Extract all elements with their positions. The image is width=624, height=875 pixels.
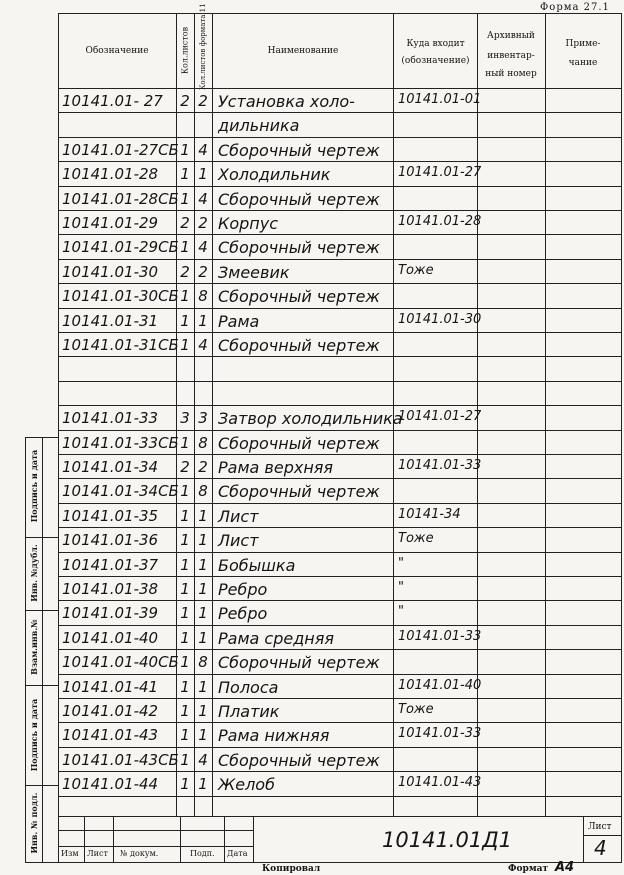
tb-sheet-label: Лист xyxy=(588,822,612,832)
row-code: 10141.01-28СБ xyxy=(62,189,179,208)
row-where-used: 10141.01-40 xyxy=(398,677,482,693)
row-code: 10141.01-43СБ xyxy=(62,750,179,769)
row-code: 10141.01-29 xyxy=(62,214,159,232)
row-code: 10141.01-44 xyxy=(62,775,159,794)
row-line xyxy=(58,137,621,138)
row-line xyxy=(58,430,621,431)
header-where-used-2: (обозначение) xyxy=(401,56,470,66)
row-sheets-count: 1 xyxy=(180,653,190,672)
side-label-sign-date-1: Подпись и дата xyxy=(29,449,39,523)
row-line xyxy=(58,674,621,675)
footer-format-label: Формат xyxy=(508,864,549,874)
row-sheets-count: 1 xyxy=(180,726,190,745)
row-code: 10141.01-30СБ xyxy=(62,287,179,306)
row-sheets-count: 3 xyxy=(180,409,190,428)
row-sheets-count: 1 xyxy=(180,287,190,306)
row-name: Сборочный чертеж xyxy=(218,750,380,770)
row-sheets-format: 8 xyxy=(198,433,208,452)
row-sheets-count: 1 xyxy=(180,189,190,208)
row-sheets-format: 2 xyxy=(198,458,208,476)
row-code: 10141.01-29СБ xyxy=(62,238,179,257)
row-line xyxy=(58,161,621,162)
header-note-2: чание xyxy=(568,58,598,68)
header-sheets-count: Кол.листов xyxy=(180,26,190,75)
side-label-sign-date-2: Подпись и дата xyxy=(29,698,39,772)
row-line xyxy=(58,332,621,333)
row-line xyxy=(58,747,621,748)
row-sheets-format: 4 xyxy=(198,140,208,159)
row-code: 10141.01-31 xyxy=(62,311,159,330)
row-name: Сборочный чертеж xyxy=(218,287,380,307)
row-line xyxy=(58,527,621,528)
row-line xyxy=(58,771,621,772)
row-where-used: Тоже xyxy=(398,702,434,717)
row-line xyxy=(58,478,621,479)
row-name: Желоб xyxy=(218,775,275,795)
side-label-orig-inv: Инв. № подл. xyxy=(29,792,39,854)
row-sheets-format: 1 xyxy=(198,311,208,330)
row-sheets-format: 1 xyxy=(198,165,208,184)
row-code: 10141.01-31СБ xyxy=(62,336,179,354)
row-line xyxy=(58,308,621,309)
side-label-dup-inv: Инв. №дубл. xyxy=(29,544,39,602)
row-name: Сборочный чертеж xyxy=(218,189,380,209)
tb-sheet-number: 4 xyxy=(594,836,607,860)
row-sheets-count: 1 xyxy=(180,238,190,257)
header-sheets-format: Кол.листов формата 11 xyxy=(199,3,207,90)
row-where-used: Тоже xyxy=(398,262,434,278)
row-line xyxy=(58,381,621,382)
row-sheets-count: 1 xyxy=(180,677,190,696)
row-sheets-count: 1 xyxy=(180,628,190,647)
row-sheets-format: 8 xyxy=(198,482,208,501)
row-sheets-format: 3 xyxy=(198,409,208,428)
header-where-used-1: Куда входит xyxy=(406,39,465,49)
row-sheets-count: 1 xyxy=(180,482,190,501)
row-sheets-format: 1 xyxy=(198,702,208,720)
row-line xyxy=(58,503,621,504)
row-sheets-count: 2 xyxy=(180,262,190,281)
row-name: Холодильник xyxy=(218,165,331,185)
row-name: Сборочный чертеж xyxy=(218,653,380,673)
row-name: Рама средняя xyxy=(218,628,334,648)
row-sheets-format: 1 xyxy=(198,677,208,696)
row-line xyxy=(58,259,621,260)
row-sheets-format: 1 xyxy=(198,775,208,794)
side-label-replace-inv: Взам.инв.№ xyxy=(29,619,39,675)
header-designation: Обозначение xyxy=(85,46,149,56)
row-name: Полоса xyxy=(218,677,279,697)
row-where-used: 10141.01-33 xyxy=(398,726,482,742)
row-name: Сборочный чертеж xyxy=(218,433,380,453)
row-name: Ребро xyxy=(218,604,268,624)
row-where-used: 10141.01-27 xyxy=(398,409,482,425)
row-code: 10141.01-30 xyxy=(62,262,159,281)
row-name: Корпус xyxy=(218,214,279,233)
row-name: Сборочный чертеж xyxy=(218,482,380,502)
row-sheets-format: 2 xyxy=(198,262,208,281)
row-line xyxy=(58,234,621,235)
header-note-1: Приме- xyxy=(565,39,601,49)
tb-doc-code: 10141.01Д1 xyxy=(382,828,512,852)
header-archive-1: Архивный xyxy=(487,31,535,41)
row-name: Лист xyxy=(218,531,259,551)
row-sheets-format: 8 xyxy=(198,653,208,672)
row-code: 10141.01-35 xyxy=(62,506,159,525)
row-sheets-count: 1 xyxy=(180,750,190,769)
row-name: Установка холо- xyxy=(218,92,355,111)
row-line xyxy=(58,796,621,797)
row-sheets-format: 4 xyxy=(198,238,208,257)
row-name: Затвор холодильника xyxy=(218,409,403,429)
row-code: 10141.01-40СБ xyxy=(62,653,179,672)
row-sheets-count: 1 xyxy=(180,702,190,720)
row-sheets-format: 2 xyxy=(198,214,208,232)
row-sheets-format: 1 xyxy=(198,726,208,745)
row-code: 10141.01-37 xyxy=(62,555,159,574)
row-line xyxy=(58,649,621,650)
row-sheets-format: 8 xyxy=(198,287,208,306)
row-where-used: 10141-34 xyxy=(398,506,461,522)
row-code: 10141.01-34СБ xyxy=(62,482,179,501)
row-code: 10141.01-39 xyxy=(62,604,159,623)
row-line xyxy=(58,210,621,211)
row-code: 10141.01-38 xyxy=(62,580,159,598)
row-where-used: 10141.01-33 xyxy=(398,628,482,644)
row-sheets-count: 1 xyxy=(180,433,190,452)
row-line xyxy=(58,576,621,577)
tb-col-doc: № докум. xyxy=(120,849,159,858)
tb-col-date: Дата xyxy=(227,849,248,858)
row-code: 10141.01- 27 xyxy=(62,92,163,110)
form-label: Форма 27.1 xyxy=(540,2,610,13)
row-line xyxy=(58,698,621,699)
row-sheets-count: 1 xyxy=(180,531,190,550)
row-name: Сборочный чертеж xyxy=(218,336,380,355)
row-sheets-count: 2 xyxy=(180,458,190,476)
row-sheets-count: 1 xyxy=(180,604,190,623)
row-sheets-count: 1 xyxy=(180,336,190,354)
row-sheets-count: 2 xyxy=(180,92,190,110)
row-sheets-format: 4 xyxy=(198,336,208,354)
footer-format-value: А4 xyxy=(555,860,575,875)
row-where-used: " xyxy=(398,604,404,620)
row-line xyxy=(58,625,621,626)
row-name: Сборочный чертеж xyxy=(218,140,380,160)
row-name: дильника xyxy=(218,116,300,136)
row-line xyxy=(58,112,621,113)
row-line xyxy=(58,600,621,601)
row-name: Ребро xyxy=(218,580,268,599)
row-name: Платик xyxy=(218,702,280,721)
row-where-used: Тоже xyxy=(398,531,434,547)
row-sheets-format: 4 xyxy=(198,750,208,769)
row-line xyxy=(58,552,621,553)
row-sheets-count: 1 xyxy=(180,165,190,184)
row-code: 10141.01-41 xyxy=(62,677,159,696)
row-name: Лист xyxy=(218,506,259,526)
row-where-used: " xyxy=(398,555,404,571)
row-sheets-format: 1 xyxy=(198,555,208,574)
row-sheets-count: 1 xyxy=(180,775,190,794)
row-code: 10141.01-40 xyxy=(62,628,159,647)
row-where-used: 10141.01-01 xyxy=(398,92,482,107)
row-name: Змеевик xyxy=(218,262,290,282)
row-line xyxy=(58,722,621,723)
row-code: 10141.01-36 xyxy=(62,531,159,550)
row-sheets-count: 1 xyxy=(180,506,190,525)
row-line xyxy=(58,283,621,284)
row-where-used: 10141.01-30 xyxy=(398,311,482,327)
row-sheets-format: 2 xyxy=(198,92,208,110)
row-where-used: " xyxy=(398,580,404,595)
row-sheets-format: 1 xyxy=(198,604,208,623)
row-where-used: 10141.01-28 xyxy=(398,214,482,229)
header-name: Наименование xyxy=(267,46,339,56)
row-where-used: 10141.01-33 xyxy=(398,458,482,473)
row-sheets-count: 1 xyxy=(180,311,190,330)
row-sheets-format: 1 xyxy=(198,531,208,550)
row-code: 10141.01-27СБ xyxy=(62,140,179,159)
row-sheets-count: 2 xyxy=(180,214,190,232)
row-sheets-format: 1 xyxy=(198,506,208,525)
header-archive-2: инвентар- xyxy=(487,51,535,61)
tb-col-change: Изм xyxy=(61,849,79,858)
row-line xyxy=(58,186,621,187)
row-where-used: 10141.01-43 xyxy=(398,775,482,791)
row-line xyxy=(58,454,621,455)
row-sheets-format: 4 xyxy=(198,189,208,208)
row-where-used: 10141.01-27 xyxy=(398,165,482,181)
row-code: 10141.01-42 xyxy=(62,702,159,720)
row-name: Рама xyxy=(218,311,260,331)
row-sheets-format: 1 xyxy=(198,628,208,647)
row-code: 10141.01-43 xyxy=(62,726,159,745)
row-line xyxy=(58,405,621,406)
row-code: 10141.01-28 xyxy=(62,165,159,184)
tb-col-sign: Подп. xyxy=(190,849,215,858)
row-name: Сборочный чертеж xyxy=(218,238,380,258)
row-sheets-count: 1 xyxy=(180,555,190,574)
row-name: Бобышка xyxy=(218,555,296,575)
row-code: 10141.01-33СБ xyxy=(62,433,179,452)
row-code: 10141.01-34 xyxy=(62,458,159,476)
row-sheets-count: 1 xyxy=(180,580,190,598)
header-archive-3: ный номер xyxy=(485,69,537,79)
row-sheets-format: 1 xyxy=(198,580,208,598)
row-name: Рама нижняя xyxy=(218,726,330,746)
row-line xyxy=(58,356,621,357)
row-code: 10141.01-33 xyxy=(62,409,159,428)
footer-copied: Копировал xyxy=(262,864,321,874)
tb-col-sheet: Лист xyxy=(87,849,108,858)
row-sheets-count: 1 xyxy=(180,140,190,159)
row-name: Рама верхняя xyxy=(218,458,334,477)
